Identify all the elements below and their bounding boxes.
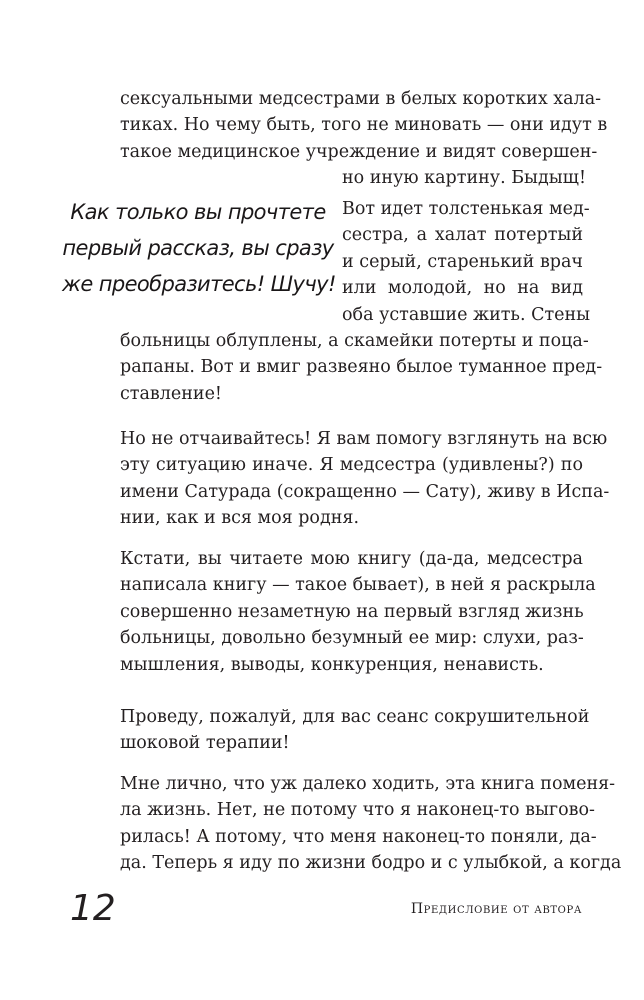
text-line: ла жизнь. Нет, не потому что я наконец-то выгово- [120, 800, 595, 821]
body-text-continued [120, 328, 603, 407]
paragraph [120, 771, 622, 877]
running-footer: Предисловие от автора [410, 901, 582, 917]
text-line: Проведу, пожалуй, для вас сеанс сокрушительной [120, 707, 590, 727]
text-line: Кстати, вы читаете мою книгу (да-да, медсестра [120, 549, 583, 569]
text-line: ставление! [120, 383, 222, 404]
text-line: совершенно незаметную на первый взгляд жизнь [120, 601, 584, 622]
text-line: такое медицинское учреждение и видят совершен- [120, 141, 598, 162]
text-line: и серый, старенький врач [342, 251, 583, 272]
paragraph [120, 704, 590, 757]
paragraph [120, 426, 610, 532]
aside-line: же преобразитесь! Шучу! [62, 272, 336, 296]
text-line: рилась! А потому, что меня наконец-то поняли, да- [120, 826, 597, 847]
page-number: 12 [70, 888, 116, 929]
body-text [120, 86, 608, 192]
text-line: больницы, довольно безумный ее мир: слухи, раз- [120, 628, 584, 649]
text-line: сестра, а халат потертый [342, 225, 583, 246]
text-line: имени Сатурада (сокращенно — Сату), живу в Испа- [120, 481, 610, 502]
text-line: или молодой, но на вид [342, 278, 583, 299]
text-line: рапаны. Вот и вмиг развеяно былое туманное пред- [120, 357, 603, 378]
handwritten-aside [62, 194, 334, 302]
aside-line: первый рассказ, вы сразу [62, 236, 334, 260]
text-line: сексуальными медсестрами в белых коротких хала- [120, 89, 602, 109]
paragraph [120, 546, 596, 678]
text-line: оба уставшие жить. Стены [342, 304, 591, 325]
text-line: нии, как и вся моя родня. [120, 508, 360, 529]
aside-line: Как только вы прочтете [70, 200, 326, 224]
text-line: тиках. Но чему быть, того не миновать — они идут в [120, 115, 608, 136]
text-line: написала книгу — такое бывает), в ней я раскрыла [120, 575, 596, 596]
text-line: мышления, выводы, конкуренция, ненависть. [120, 654, 544, 675]
body-text-wrapped [342, 196, 591, 328]
text-line: больницы облуплены, а скамейки потерты и поца- [120, 331, 589, 351]
text-line: Вот идет толстенькая мед- [342, 199, 590, 219]
text-line: Мне лично, что уж далеко ходить, эта книга поменя- [120, 774, 616, 794]
text-line: эту ситуацию иначе. Я медсестра (удивлены?) по [120, 455, 583, 476]
text-line: да. Теперь я иду по жизни бодро и с улыбкой, а когда [120, 853, 622, 874]
text-line: шоковой терапии! [120, 733, 290, 754]
text-line: но иную картину. Быдыщ! [342, 168, 586, 189]
text-line: Но не отчаивайтесь! Я вам помогу взглянуть на всю [120, 429, 608, 449]
